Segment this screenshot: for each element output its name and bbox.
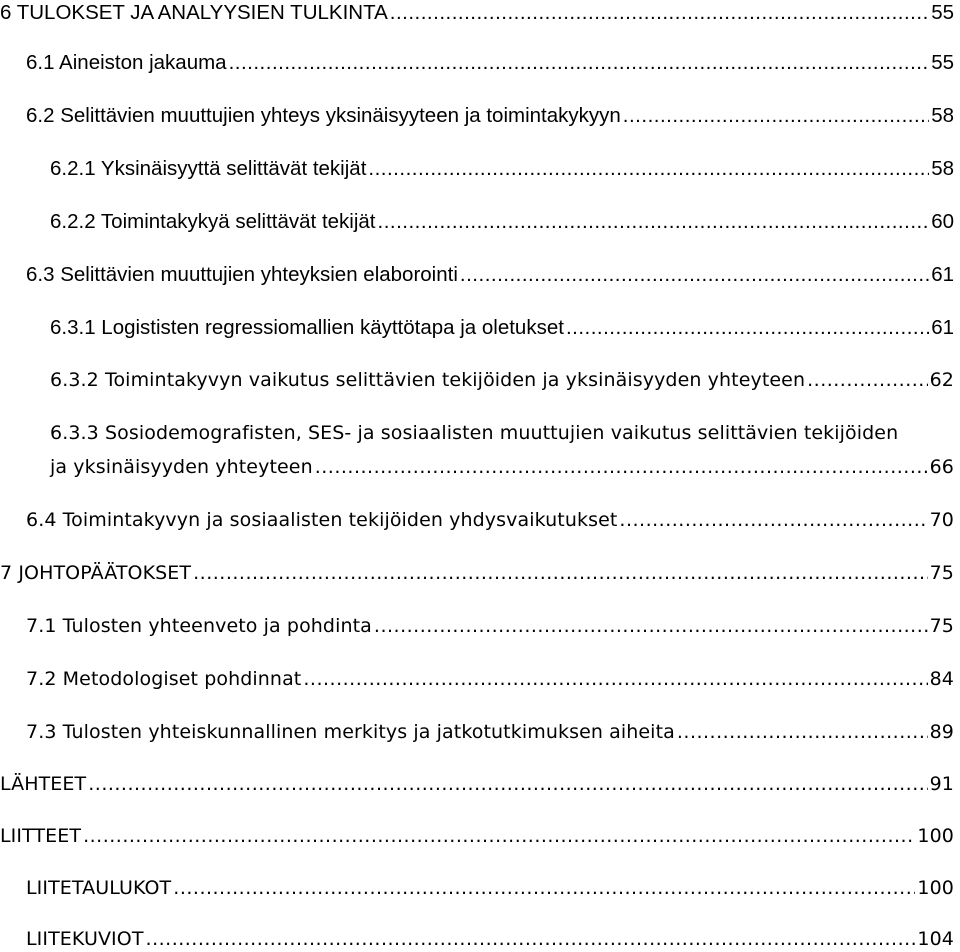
toc-entry-page: 55 (931, 1, 954, 24)
dot-leader (315, 454, 928, 480)
toc-entry[interactable] (50, 315, 954, 341)
toc-entry-title: 6.3 Selittävien muuttujien yhteyksien elaborointi (26, 263, 458, 286)
dot-leader (193, 560, 927, 586)
toc-entry-page: 100 (917, 825, 954, 847)
dot-leader (566, 315, 929, 341)
toc-entry[interactable] (26, 719, 954, 745)
toc-entry-page: 58 (931, 157, 954, 180)
toc-entry-title: 6.2.2 Toimintakykyä selittävät tekijät (50, 210, 376, 233)
toc-entry-page: 100 (917, 877, 954, 899)
toc-entry[interactable] (50, 367, 954, 393)
toc-entry-title: 6.1 Aineiston jakauma (26, 51, 227, 74)
dot-leader (619, 507, 927, 533)
dot-leader (368, 156, 929, 182)
toc-entry-page: 66 (929, 456, 954, 478)
toc-entry[interactable] (26, 50, 954, 76)
toc-entry-page: 91 (929, 773, 954, 795)
toc-entry[interactable] (26, 613, 954, 639)
toc-entry-page: 104 (917, 928, 954, 950)
toc-entry[interactable] (0, 0, 954, 26)
toc-entry-title: 7.2 Metodologiset pohdinnat (26, 668, 302, 690)
toc-entry[interactable] (50, 454, 954, 480)
toc-entry-title: 7.3 Tulosten yhteiskunnallinen merkitys ja jatkotutkimuksen aiheita (26, 721, 675, 743)
toc-entry[interactable] (26, 262, 954, 288)
toc-entry-title: ja yksinäisyyden yhteyteen (50, 456, 313, 478)
dot-leader (303, 666, 927, 692)
toc-entry-title: 6.3.1 Logististen regressiomallien käyttötapa ja oletukset (50, 316, 564, 339)
dot-leader (146, 926, 916, 952)
toc-entry[interactable] (26, 103, 954, 129)
dot-leader (173, 875, 915, 901)
dot-leader (88, 771, 927, 797)
toc-entry[interactable] (0, 771, 954, 797)
toc-entry-page: 70 (929, 509, 954, 531)
toc-entry-page: 60 (931, 210, 954, 233)
toc-entry[interactable] (26, 666, 954, 692)
toc-entry-title: 7.1 Tulosten yhteenveto ja pohdinta (26, 615, 372, 637)
dot-leader (807, 367, 928, 393)
toc-entry-title: 6.2.1 Yksinäisyyttä selittävät tekijät (50, 157, 367, 180)
toc-entry-page: 75 (929, 562, 954, 584)
toc-entry[interactable] (50, 209, 954, 235)
toc-entry[interactable] (26, 875, 954, 901)
dot-leader (229, 50, 930, 76)
dot-leader (390, 0, 929, 26)
toc-entry-title: LÄHTEET (0, 773, 87, 795)
toc-entry[interactable] (26, 507, 954, 533)
toc-entry-title: 7 JOHTOPÄÄTOKSET (0, 562, 192, 584)
toc-entry[interactable] (50, 156, 954, 182)
toc-entry-title: LIITTEET (0, 825, 82, 847)
toc-entry-title: LIITETAULUKOT (26, 877, 172, 899)
dot-leader (623, 103, 929, 129)
toc-entry-page: 55 (931, 51, 954, 74)
toc-entry-title: LIITEKUVIOT (26, 928, 144, 950)
toc-entry-page: 89 (929, 721, 954, 743)
dot-leader (460, 262, 929, 288)
toc-entry-title: 6 TULOKSET JA ANALYYSIEN TULKINTA (0, 1, 388, 24)
dot-leader (374, 613, 928, 639)
toc-entry-title-line[interactable]: 6.3.3 Sosiodemografisten, SES- ja sosiaalisten muuttujien vaikutus selittävien tekijöiden (50, 422, 899, 444)
dot-leader (677, 719, 928, 745)
toc-entry-title: 6.4 Toimintakyvyn ja sosiaalisten tekijöiden yhdysvaikutukset (26, 509, 618, 531)
toc-entry-page: 84 (929, 668, 954, 690)
dot-leader (83, 823, 915, 849)
toc-entry-page: 58 (931, 104, 954, 127)
toc-entry-page: 62 (929, 369, 954, 391)
toc-entry[interactable] (0, 560, 954, 586)
dot-leader (378, 209, 930, 235)
toc-entry-title: 6.3.2 Toimintakyvyn vaikutus selittävien tekijöiden ja yksinäisyyden yhteyteen (50, 369, 806, 391)
toc-entry[interactable] (0, 823, 954, 849)
toc-entry-title: 6.2 Selittävien muuttujien yhteys yksinäisyyteen ja toimintakykyyn (26, 104, 621, 127)
toc-entry-page: 75 (929, 615, 954, 637)
toc-entry-page: 61 (931, 316, 954, 339)
toc-entry-page: 61 (931, 263, 954, 286)
toc-entry[interactable] (26, 926, 954, 952)
